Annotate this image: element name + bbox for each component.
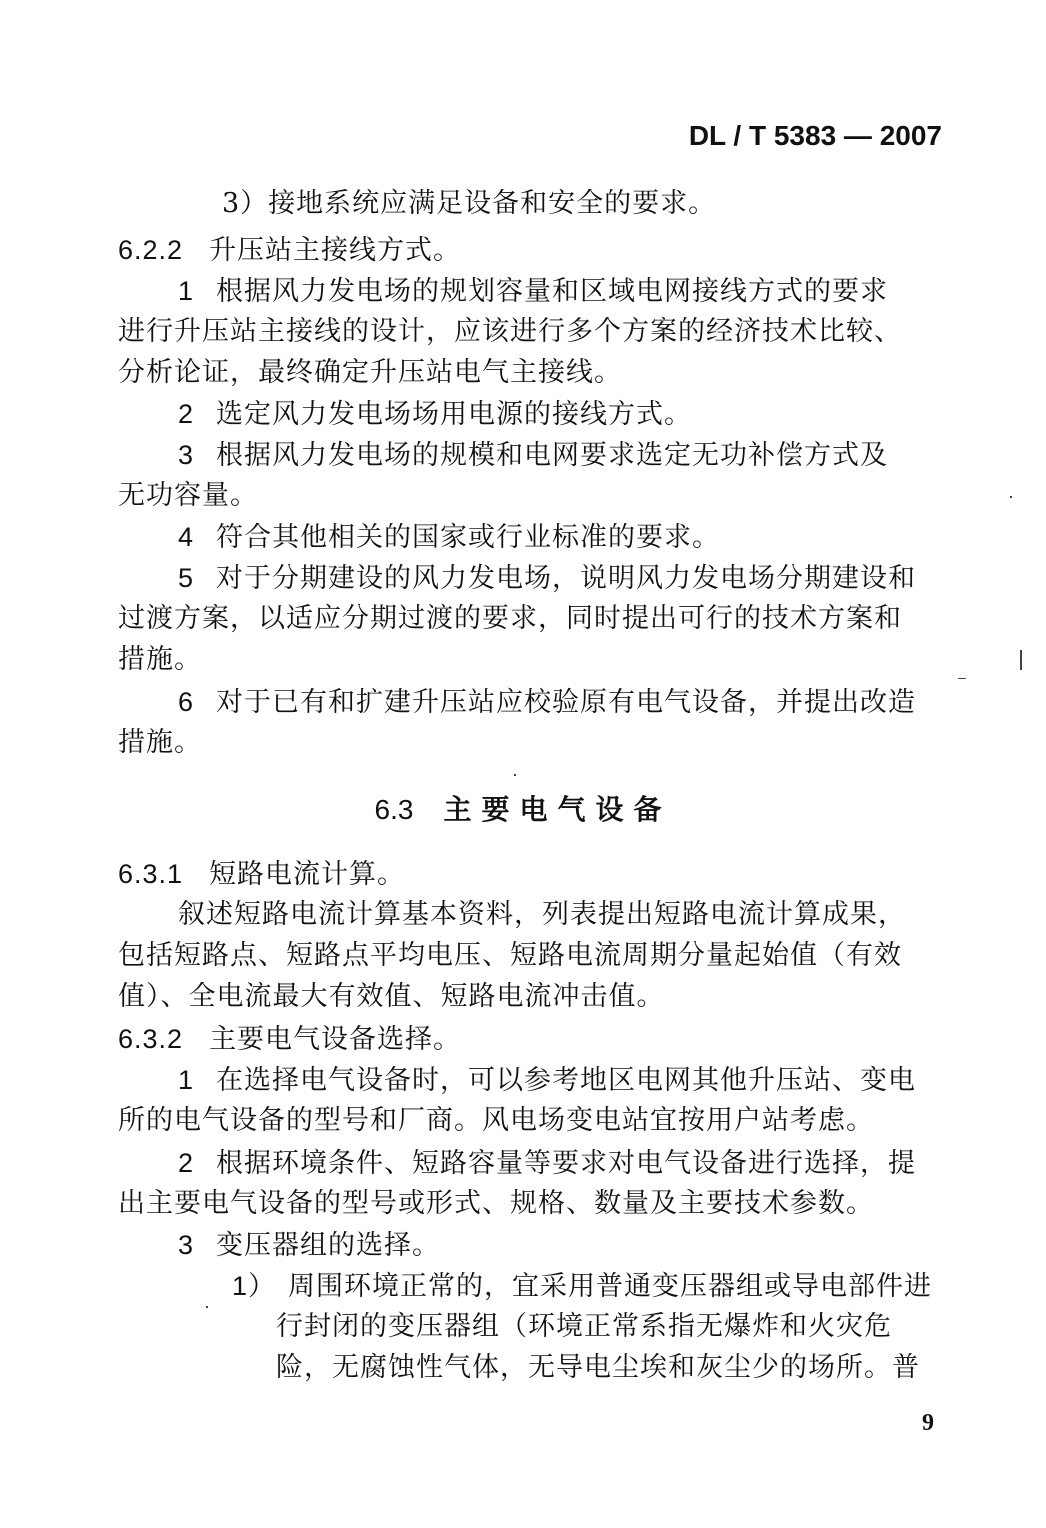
item-number: 4 <box>178 522 195 552</box>
text-line: 所的电气设备的型号和厂商。风电场变电站宜按用户站考虑。 <box>118 1105 874 1136</box>
text-line: 分析论证，最终确定升压站电气主接线。 <box>118 357 622 388</box>
page-number: 9 <box>922 1410 934 1436</box>
text-line: 出主要电气设备的型号或形式、规格、数量及主要技术参数。 <box>118 1188 874 1219</box>
item-number: 1 <box>178 276 195 306</box>
item-text: 变压器组的选择。 <box>216 1230 441 1261</box>
section-number: 6.3 <box>374 794 414 825</box>
item-text: 根据风力发电场的规模和电网要求选定无功补偿方式及 <box>216 440 889 471</box>
scan-speck <box>1010 496 1012 498</box>
list-item <box>232 1268 932 1305</box>
text-line: 无功容量。 <box>118 480 258 511</box>
clause-title: 短路电流计算。 <box>209 859 406 890</box>
item-text: 选定风力发电场场用电源的接线方式。 <box>216 399 693 430</box>
clause-heading <box>118 856 405 893</box>
clause-heading <box>118 1021 461 1058</box>
section-heading-text: 主要电气设备 <box>443 793 672 826</box>
item-number: 5 <box>178 563 195 593</box>
scan-speck <box>206 1306 208 1308</box>
item-number: 1） <box>232 1271 277 1301</box>
clause-number: 6.3.1 <box>118 859 184 889</box>
list-item <box>178 519 720 556</box>
item-number: 1 <box>178 1065 195 1095</box>
text-line: 行封闭的变压器组（环境正常系指无爆炸和火灾危 <box>276 1311 892 1342</box>
text-line: 险，无腐蚀性气体，无导电尘埃和灰尘少的场所。普 <box>276 1352 920 1383</box>
list-item <box>178 396 692 433</box>
text-line: 措施。 <box>118 644 202 675</box>
item-text: 符合其他相关的国家或行业标准的要求。 <box>216 522 721 553</box>
text-line: 值）、全电流最大有效值、短路电流冲击值。 <box>118 981 665 1012</box>
item-text: 对于已有和扩建升压站应校验原有电气设备，并提出改造 <box>216 687 917 718</box>
item-number: 3 <box>178 440 195 470</box>
item-number: 6 <box>178 687 195 717</box>
clause-number: 6.2.2 <box>118 235 184 265</box>
item-number: 2 <box>178 399 195 429</box>
list-item <box>178 684 916 721</box>
list-item <box>178 1227 440 1264</box>
item-text: 根据风力发电场的规划容量和区域电网接线方式的要求 <box>216 276 889 307</box>
scan-speck <box>514 774 516 776</box>
clause-heading <box>118 232 461 269</box>
text-line: 3）接地系统应满足设备和安全的要求。 <box>222 188 717 219</box>
scan-speck <box>1020 650 1022 670</box>
clause-title: 升压站主接线方式。 <box>209 235 462 266</box>
item-number: 2 <box>178 1148 195 1178</box>
clause-title: 主要电气设备选择。 <box>209 1024 462 1055</box>
list-item <box>178 1145 916 1182</box>
text-line: 进行升压站主接线的设计，应该进行多个方案的经济技术比较、 <box>118 316 902 347</box>
item-text: 根据环境条件、短路容量等要求对电气设备进行选择，提 <box>216 1148 917 1179</box>
list-item <box>178 560 916 597</box>
standard-code: DL / T 5383 — 2007 <box>688 120 942 151</box>
list-item <box>178 1062 916 1099</box>
item-text: 在选择电气设备时，可以参考地区电网其他升压站、变电 <box>216 1065 917 1096</box>
item-text: 对于分期建设的风力发电场，说明风力发电场分期建设和 <box>216 563 917 594</box>
item-text: 周围环境正常的，宜采用普通变压器组或导电部件进 <box>288 1271 933 1302</box>
text-line: 过渡方案，以适应分期过渡的要求，同时提出可行的技术方案和 <box>118 603 902 634</box>
text-line: 措施。 <box>118 727 202 758</box>
scan-speck <box>958 678 966 679</box>
text-line: 包括短路点、短路点平均电压、短路电流周期分量起始值（有效 <box>118 940 902 971</box>
text-line: 叙述短路电流计算基本资料，列表提出短路电流计算成果， <box>178 899 906 930</box>
list-item <box>178 273 888 310</box>
list-item <box>178 437 888 474</box>
clause-number: 6.3.2 <box>118 1024 184 1054</box>
section-title <box>0 790 1046 830</box>
item-number: 3 <box>178 1230 195 1260</box>
